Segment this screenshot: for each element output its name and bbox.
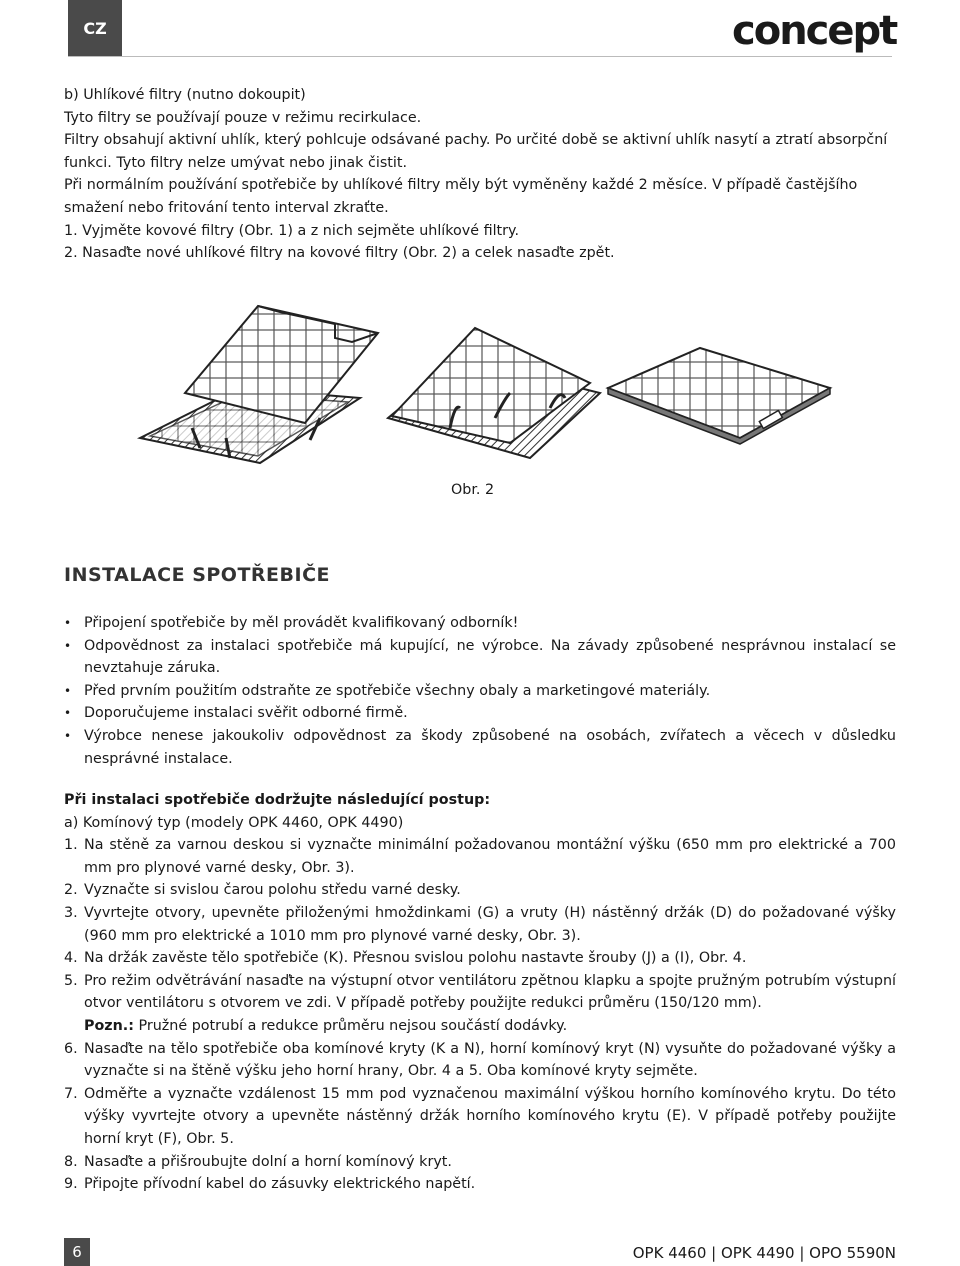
step-item: 6. Nasaďte na tělo spotřebiče oba komínové kryty (K a N), horní komínový kryt (N) vysuňte do požadované výšky a vyznačte si na štěně výšku jeho horní hrany, Obr. 4 a 5. Oba komínové kryty sejměte.	[64, 1040, 896, 1080]
filter-figure-right	[608, 348, 830, 444]
step-item: 7. Odměřte a vyznačte vzdálenost 15 mm pod vyznačenou maximální výškou horního komínového krytu. Do této výšky vyvrtejte otvory a upevněte nástěnný držák horního komínového krytu (E). V případě potřeby použijte horní kryt (F), Obr. 5.	[64, 1085, 896, 1147]
list-item: • Výrobce nenese jakoukoliv odpovědnost za škody způsobené na osobách, zvířatech a věcech v důsledku nesprávné instalace.	[64, 725, 896, 770]
figure-caption: Obr. 2	[451, 482, 495, 498]
step-item: 5. Pro režim odvětrávání nasaďte na výstupní otvor ventilátoru zpětnou klapku a spojte pružným potrubím výstupní otvor ventilátoru s otvorem ve zdi. V případě potřeby použijte redukci průměru (150/120 mm).	[64, 972, 896, 1012]
step-item: 9. Připojte přívodní kabel do zásuvky elektrického napětí.	[64, 1176, 476, 1193]
step-item: 4. Na držák zavěste tělo spotřebiče (K). Přesnou svislou polohu nastavte šrouby (J) a (I), Obr. 4.	[64, 950, 747, 967]
list-item: • Odpovědnost za instalaci spotřebiče má kupující, ne výrobce. Na závady způsobené nesprávnou instalací se nevztahuje záruka.	[64, 635, 896, 680]
step-item: 1. Na stěně za varnou deskou si vyznačte minimální požadovanou montážní výšku (650 mm pro elektrické a 700 mm pro plynové varné desky, Obr. 3).	[64, 837, 896, 876]
model-numbers: OPK 4460 | OPK 4490 | OPO 5590N	[632, 1244, 896, 1262]
note-text: Pružné potrubí a redukce průměru nejsou součástí dodávky.	[133, 1017, 568, 1034]
paragraph: Tyto filtry se používají pouze v režimu recirkulace.	[64, 109, 422, 126]
note	[64, 1015, 896, 1038]
step-line: 1. Vyjměte kovové filtry (Obr. 1) a z nich sejměte uhlíkové filtry.	[64, 222, 520, 239]
page-number: 6	[64, 1238, 90, 1266]
note-label: Pozn.:	[84, 1017, 134, 1034]
filter-figure-left	[140, 306, 378, 463]
brand-logo: concept	[732, 8, 897, 54]
carbon-filter-title: b) Uhlíkové filtry (nutno dokoupit)	[64, 87, 306, 103]
step-item: 8. Nasaďte a přišroubujte dolní a horní komínový kryt.	[64, 1153, 452, 1170]
step-line: 2. Nasaďte nové uhlíkové filtry na kovové filtry (Obr. 2) a celek nasaďte zpět.	[64, 245, 615, 262]
filter-illustration	[130, 298, 850, 468]
step-item: 3. Vyvrtejte otvory, upevněte přiloženými hmoždinkami (G) a vruty (H) nástěnný držák (D) do požadované výšky (960 mm pro elektrické a 1010 mm pro plynové varné desky, Obr. 3).	[64, 904, 896, 944]
list-item: • Před prvním použitím odstraňte ze spotřebiče všechny obaly a marketingové materiály.	[64, 680, 896, 703]
paragraph: Při normálním používání spotřebiče by uhlíkové filtry měly být vyměněny každé 2 měsíce. V případě častějšího smažení nebo fritování tento interval zkraťte.	[64, 177, 858, 216]
language-tab: CZ	[68, 0, 122, 56]
step-item: 2. Vyznačte si svislou čarou polohu středu varné desky.	[64, 882, 461, 899]
carbon-filter-section	[64, 84, 896, 265]
list-item: • Připojení spotřebiče by měl provádět kvalifikovaný odborník!	[64, 612, 896, 635]
procedure-subtitle: a) Komínový typ (modely OPK 4460, OPK 4490)	[64, 814, 404, 831]
filter-figure-middle	[388, 328, 600, 458]
list-item: • Doporučujeme instalaci svěřit odborné firmě.	[64, 702, 896, 725]
procedure-title: Při instalaci spotřebiče dodržujte následující postup:	[64, 792, 491, 808]
paragraph: Filtry obsahují aktivní uhlík, který pohlcuje odsávané pachy. Po určité době se aktivní uhlík nasytí a ztratí absorpční funkci. Tyto filtry nelze umývat nebo jinak čistit.	[64, 132, 888, 171]
procedure-section	[64, 789, 896, 1196]
installation-heading: INSTALACE SPOTŘEBIČE	[64, 564, 330, 586]
installation-notes	[64, 612, 896, 770]
header-divider	[68, 56, 892, 57]
